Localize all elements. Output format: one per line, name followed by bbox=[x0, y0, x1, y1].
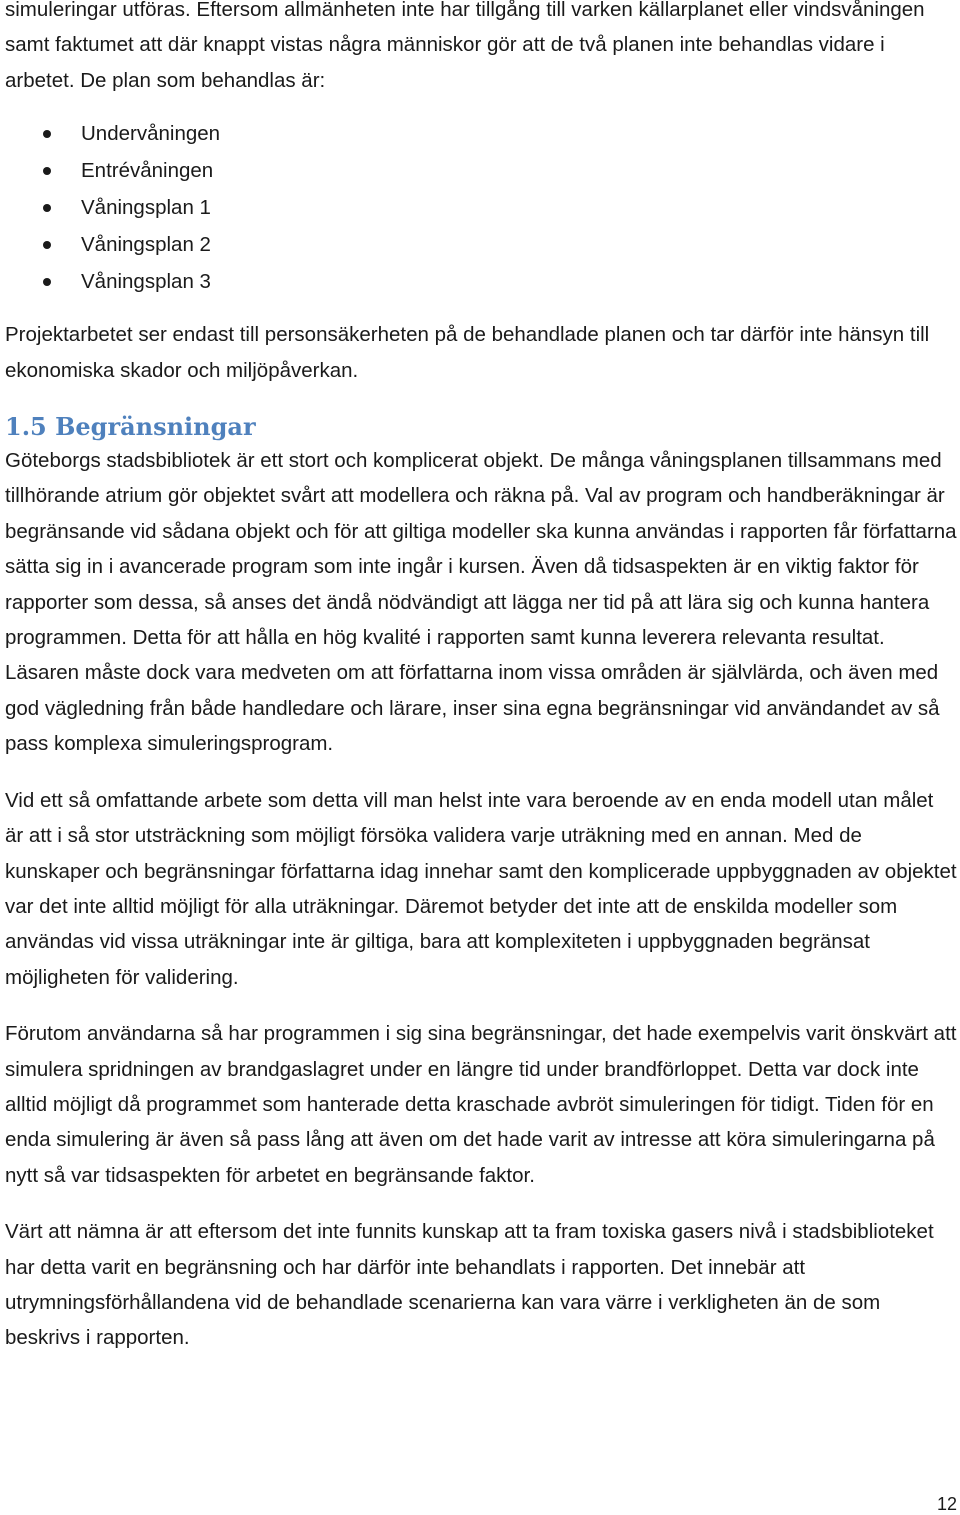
list-item bbox=[5, 152, 957, 189]
floor-list bbox=[5, 115, 957, 300]
list-item bbox=[5, 263, 957, 300]
bullet-icon bbox=[43, 130, 51, 138]
page-number: 12 bbox=[936, 1494, 957, 1514]
body-paragraph: Göteborgs stadsbibliotek är ett stort och komplicerat objekt. De många våningsplanen tillsammans med tillhörande atrium gör objektet svårt att modellera och räkna på. Val av program och handberäkningar är begränsande vid sådana objekt och för att giltiga modeller ska kunna användas i rapporten får författarna sätta sig in i avancerade program som inte ingår i kursen. Även då tidsaspekten är en viktig faktor för rapporter som dessa, så anses det ändå nödvändigt att lägga ner tid på att lära sig och kunna hantera programmen. Detta för att hålla en hög kvalité i rapporten samt kunna leverera relevanta resultat. Läsaren måste dock vara medveten om att författarna inom vissa områden är självlärda, och även med god vägledning från både handledare och lärare, inser sina egna begränsningar vid användandet av så pass komplexa simuleringsprogram. bbox=[5, 449, 957, 756]
bullet-icon bbox=[43, 204, 51, 212]
page-content bbox=[5, 0, 957, 1356]
body-paragraph: Vid ett så omfattande arbete som detta vill man helst inte vara beroende av en enda modell utan målet är att i så stor utsträckning som möjligt försöka validera varje uträkning med en annan. Med de kunskaper och begränsningar författarna idag innehar samt den komplicerade uppbyggnaden av objektet var det inte alltid möjligt för alla uträkningar. Däremot betyder det inte att de enskilda modeller som användas vid vissa uträkningar inte är giltiga, bara att komplexiteten i uppbyggnaden begränsat möjligheten för validering. bbox=[5, 788, 957, 989]
list-item bbox=[5, 226, 957, 263]
floor-label: Våningsplan 3 bbox=[81, 270, 211, 294]
bullet-icon bbox=[43, 241, 51, 249]
list-item bbox=[5, 115, 957, 152]
floor-label: Undervåningen bbox=[81, 122, 221, 146]
list-item bbox=[5, 189, 957, 226]
section-heading: 1.5 Begränsningar bbox=[5, 412, 256, 442]
scope-paragraph: Projektarbetet ser endast till personsäkerheten på de behandlade planen och tar därför inte hänsyn till ekonomiska skador och miljöpåverkan. bbox=[5, 323, 930, 382]
floor-label: Våningsplan 2 bbox=[81, 233, 211, 257]
bullet-icon bbox=[43, 167, 51, 175]
floor-label: Entrévåningen bbox=[81, 159, 214, 183]
floor-label: Våningsplan 1 bbox=[81, 196, 211, 220]
bullet-icon bbox=[43, 278, 51, 286]
intro-paragraph: simuleringar utföras. Eftersom allmänheten inte har tillgång till varken källarplanet eller vindsvåningen samt faktumet att där knappt vistas några människor gör att de två planen inte behandlas vidare i arbetet. De plan som behandlas är: bbox=[5, 0, 925, 92]
body-paragraph: Värt att nämna är att eftersom det inte funnits kunskap att ta fram toxiska gasers nivå i stadsbiblioteket har detta varit en begränsning och har därför inte behandlats i rapporten. Det innebär att utrymningsförhållandena vid de behandlade scenarierna kan vara värre i verkligheten än de som beskrivs i rapporten. bbox=[5, 1220, 934, 1350]
body-paragraph: Förutom användarna så har programmen i sig sina begränsningar, det hade exempelvis varit önskvärt att simulera spridningen av brandgaslagret under en längre tid under brandförloppet. Detta var dock inte alltid möjligt då programmet som hanterade detta kraschade avbröt simuleringen för tidigt. Tiden för en enda simulering är även så pass lång att även om det hade varit av intresse att köra simuleringarna på nytt så var tidsaspekten för arbetet en begränsande faktor. bbox=[5, 1022, 957, 1187]
